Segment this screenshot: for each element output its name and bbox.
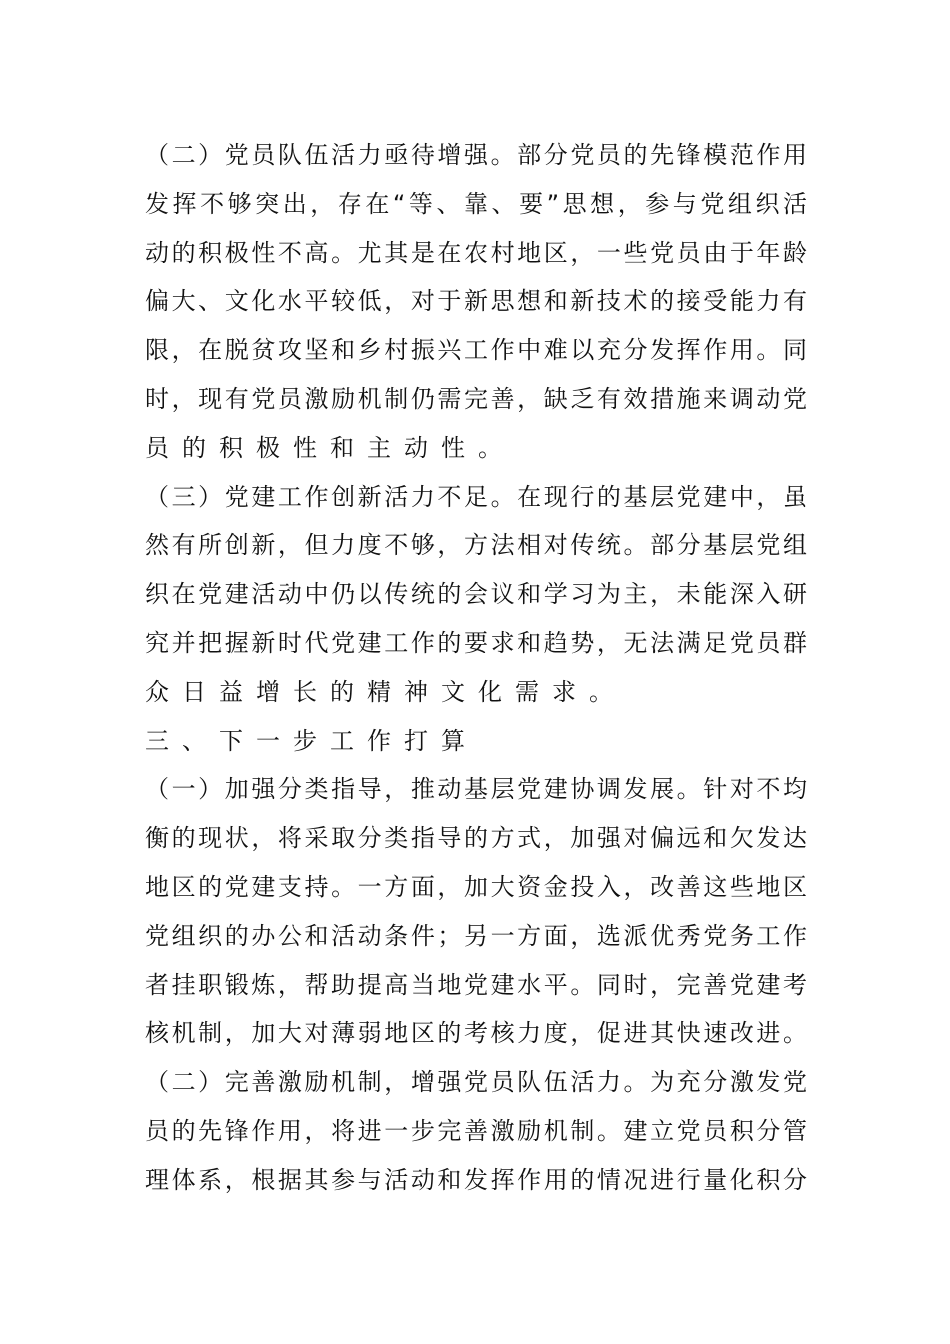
text-line: （二）完善激励机制，增强党员队伍活力。为充分激发党 [145,1068,807,1097]
text-line: 然有所创新，但力度不够，方法相对传统。部分基层党组 [145,531,807,560]
document-body [145,131,807,1205]
text-line: 衡的现状，将采取分类指导的方式，加强对偏远和欠发达 [145,824,807,853]
text-line: （一）加强分类指导，推动基层党建协调发展。针对不均 [145,775,807,804]
text-line: （二）党员队伍活力亟待增强。部分党员的先锋模范作用 [145,141,807,169]
text-line: 织在党建活动中仍以传统的会议和学习为主，未能深入研 [145,580,807,609]
text-line: 发挥不够突出，存在“等、靠、要”思想，参与党组织活 [145,189,807,218]
text-line: 者挂职锻炼，帮助提高当地党建水平。同时，完善党建考 [145,970,807,999]
text-line: 员的积极性和主动性。 [145,433,515,462]
text-line: 核机制，加大对薄弱地区的考核力度，促进其快速改进。 [145,1019,807,1048]
text-line: 动的积极性不高。尤其是在农村地区，一些党员由于年龄 [145,238,807,267]
text-line: 员的先锋作用，将进一步完善激励机制。建立党员积分管 [145,1116,807,1145]
text-line: 理体系，根据其参与活动和发挥作用的情况进行量化积分 [145,1165,807,1194]
text-line: 偏大、文化水平较低，对于新思想和新技术的接受能力有 [145,287,807,316]
text-line: 限，在脱贫攻坚和乡村振兴工作中难以充分发挥作用。同 [145,336,807,365]
text-line: 时，现有党员激励机制仍需完善，缺乏有效措施来调动党 [145,384,807,413]
text-line: 众日益增长的精神文化需求。 [145,677,626,706]
text-line: （三）党建工作创新活力不足。在现行的基层党建中，虽 [145,482,807,511]
section-heading: 三、下一步工作打算 [145,726,478,755]
text-line: 究并把握新时代党建工作的要求和趋势，无法满足党员群 [145,628,807,657]
text-line: 地区的党建支持。一方面，加大资金投入，改善这些地区 [145,872,807,901]
text-line: 党组织的办公和活动条件；另一方面，选派优秀党务工作 [145,921,807,950]
